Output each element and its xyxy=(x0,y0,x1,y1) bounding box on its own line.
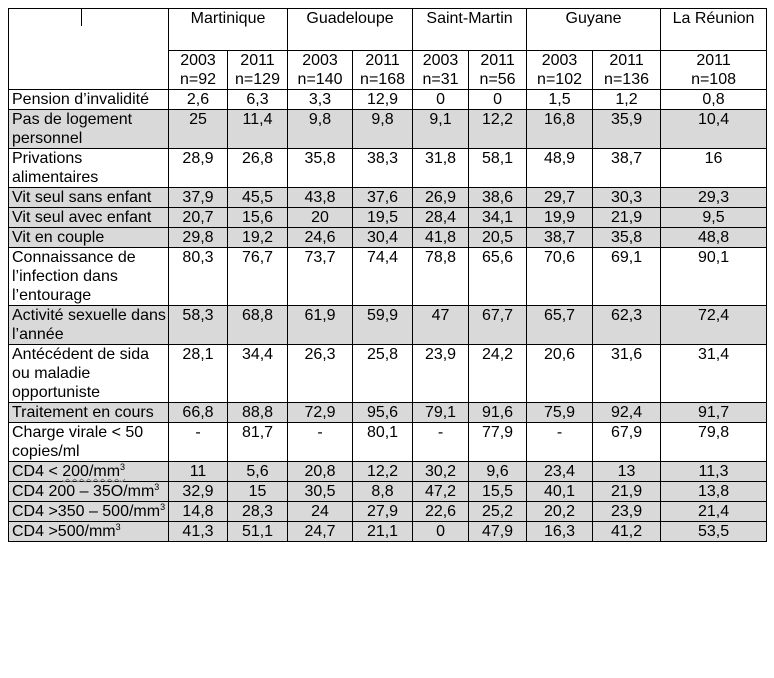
value-cell: 66,8 xyxy=(169,403,228,423)
table-row xyxy=(9,149,767,188)
value-cell: 70,6 xyxy=(527,248,593,306)
value-cell: 38,7 xyxy=(527,228,593,248)
value-cell: 9,8 xyxy=(288,110,353,149)
table-row xyxy=(9,502,767,522)
region-header: Guadeloupe xyxy=(288,9,413,51)
value-cell: 16 xyxy=(661,149,767,188)
value-cell: 21,9 xyxy=(593,208,661,228)
value-cell: 29,3 xyxy=(661,188,767,208)
value-cell: 79,1 xyxy=(413,403,469,423)
value-cell: 35,8 xyxy=(593,228,661,248)
value-cell: 15 xyxy=(228,482,288,502)
year-header xyxy=(228,50,288,90)
row-label xyxy=(9,90,169,110)
value-cell: 81,7 xyxy=(228,423,288,462)
header-region-row xyxy=(9,9,767,51)
value-cell: 91,6 xyxy=(469,403,527,423)
year-header xyxy=(593,50,661,90)
value-cell: 13,8 xyxy=(661,482,767,502)
value-cell: 45,5 xyxy=(228,188,288,208)
year-header xyxy=(413,50,469,90)
value-cell: 69,1 xyxy=(593,248,661,306)
value-cell: 9,1 xyxy=(413,110,469,149)
value-cell: 5,6 xyxy=(228,462,288,482)
value-cell: 29,7 xyxy=(527,188,593,208)
sample-size: n=129 xyxy=(235,70,280,88)
sample-size: n=168 xyxy=(360,70,405,88)
row-label xyxy=(9,248,169,306)
row-label-text: Antécédent de sida ou maladie opportuniste xyxy=(12,346,149,401)
value-cell: 48,9 xyxy=(527,149,593,188)
value-cell: 74,4 xyxy=(353,248,413,306)
year-label: 2011 xyxy=(240,51,275,69)
row-label xyxy=(9,403,169,423)
value-cell: 9,5 xyxy=(661,208,767,228)
row-label xyxy=(9,482,169,502)
value-cell: 59,9 xyxy=(353,306,413,345)
table-row xyxy=(9,462,767,482)
value-cell: 38,3 xyxy=(353,149,413,188)
superscript: 3 xyxy=(160,502,166,512)
value-cell: 34,4 xyxy=(228,345,288,403)
value-cell: 0,8 xyxy=(661,90,767,110)
value-cell: 34,1 xyxy=(469,208,527,228)
value-cell: 12,9 xyxy=(353,90,413,110)
value-cell: 28,9 xyxy=(169,149,228,188)
value-cell: 20,5 xyxy=(469,228,527,248)
value-cell: 58,1 xyxy=(469,149,527,188)
text-cursor xyxy=(81,9,82,26)
table-row xyxy=(9,403,767,423)
value-cell: 43,8 xyxy=(288,188,353,208)
row-label-text: Vit seul sans enfant xyxy=(12,189,152,206)
table-row xyxy=(9,306,767,345)
year-header xyxy=(469,50,527,90)
value-cell: 11,3 xyxy=(661,462,767,482)
year-header xyxy=(527,50,593,90)
value-cell: 27,9 xyxy=(353,502,413,522)
row-label xyxy=(9,149,169,188)
value-cell: 20,6 xyxy=(527,345,593,403)
table-row xyxy=(9,522,767,542)
sample-size: n=92 xyxy=(179,70,217,88)
region-header: La Réunion xyxy=(661,9,767,51)
row-label xyxy=(9,208,169,228)
value-cell: 25,8 xyxy=(353,345,413,403)
value-cell: 72,9 xyxy=(288,403,353,423)
value-cell: 40,1 xyxy=(527,482,593,502)
value-cell: 14,8 xyxy=(169,502,228,522)
value-cell: - xyxy=(288,423,353,462)
value-cell: 92,4 xyxy=(593,403,661,423)
value-cell: 0 xyxy=(469,90,527,110)
table-body xyxy=(9,90,767,542)
value-cell: 16,3 xyxy=(527,522,593,542)
value-cell: 28,3 xyxy=(228,502,288,522)
table-row xyxy=(9,482,767,502)
value-cell: 9,8 xyxy=(353,110,413,149)
spellcheck-underline: $200/mm^3$ xyxy=(62,462,126,480)
value-cell: 35,8 xyxy=(288,149,353,188)
row-label xyxy=(9,345,169,403)
superscript: 3 xyxy=(120,462,126,472)
value-cell: 30,3 xyxy=(593,188,661,208)
row-label xyxy=(9,502,169,522)
row-label-text: CD4 200 – 35O/mm xyxy=(12,483,155,500)
table-row xyxy=(9,110,767,149)
value-cell: 10,4 xyxy=(661,110,767,149)
value-cell: 20,8 xyxy=(288,462,353,482)
value-cell: 15,5 xyxy=(469,482,527,502)
value-cell: 30,4 xyxy=(353,228,413,248)
value-cell: 25 xyxy=(169,110,228,149)
value-cell: 80,3 xyxy=(169,248,228,306)
sample-size: n=140 xyxy=(297,70,343,88)
year-label: 2003 xyxy=(541,51,578,69)
value-cell: 24 xyxy=(288,502,353,522)
value-cell: 23,9 xyxy=(593,502,661,522)
value-cell: 31,6 xyxy=(593,345,661,403)
value-cell: 20,2 xyxy=(527,502,593,522)
row-label-text: Traitement en cours xyxy=(12,404,154,421)
value-cell: 21,1 xyxy=(353,522,413,542)
value-cell: 20,7 xyxy=(169,208,228,228)
value-cell: 62,3 xyxy=(593,306,661,345)
value-cell: 24,6 xyxy=(288,228,353,248)
value-cell: 6,3 xyxy=(228,90,288,110)
value-cell: 28,1 xyxy=(169,345,228,403)
value-cell: - xyxy=(527,423,593,462)
value-cell: 35,9 xyxy=(593,110,661,149)
value-cell: 19,9 xyxy=(527,208,593,228)
row-label-text: CD4 >350 – 500/mm xyxy=(12,503,161,520)
value-cell: 67,9 xyxy=(593,423,661,462)
table-row xyxy=(9,188,767,208)
row-label-text: Vit en couple xyxy=(12,229,105,246)
row-label xyxy=(9,306,169,345)
row-label-text: Vit seul avec enfant xyxy=(12,209,152,226)
value-cell: 31,8 xyxy=(413,149,469,188)
region-header: Martinique xyxy=(169,9,288,51)
row-label-text: Activité sexuelle dans l’année xyxy=(12,307,166,343)
row-label-text: Privations alimentaires xyxy=(12,150,99,186)
superscript: 3 xyxy=(115,522,121,532)
sample-size: n=56 xyxy=(479,70,516,88)
value-cell: 58,3 xyxy=(169,306,228,345)
value-cell: 72,4 xyxy=(661,306,767,345)
value-cell: 1,2 xyxy=(593,90,661,110)
value-cell: 90,1 xyxy=(661,248,767,306)
row-label xyxy=(9,188,169,208)
table-row xyxy=(9,248,767,306)
value-cell: 51,1 xyxy=(228,522,288,542)
superscript: 3 xyxy=(154,482,160,492)
value-cell: 78,8 xyxy=(413,248,469,306)
row-label-text: Connaissance de l’infection dans l’entourage xyxy=(12,249,136,304)
year-label: 2011 xyxy=(365,51,400,69)
value-cell: 47 xyxy=(413,306,469,345)
value-cell: 0 xyxy=(413,90,469,110)
year-label: 2011 xyxy=(609,51,644,69)
value-cell: 1,5 xyxy=(527,90,593,110)
value-cell: 37,9 xyxy=(169,188,228,208)
value-cell: 75,9 xyxy=(527,403,593,423)
row-label xyxy=(9,110,169,149)
value-cell: 32,9 xyxy=(169,482,228,502)
data-table xyxy=(8,8,767,542)
value-cell: 73,7 xyxy=(288,248,353,306)
value-cell: 41,3 xyxy=(169,522,228,542)
sample-size: n=108 xyxy=(691,70,736,88)
value-cell: 21,9 xyxy=(593,482,661,502)
value-cell: 25,2 xyxy=(469,502,527,522)
value-cell: 19,5 xyxy=(353,208,413,228)
value-cell: 26,9 xyxy=(413,188,469,208)
value-cell: 0 xyxy=(413,522,469,542)
value-cell: - xyxy=(169,423,228,462)
row-label xyxy=(9,522,169,542)
value-cell: 61,9 xyxy=(288,306,353,345)
table-row xyxy=(9,423,767,462)
row-label-text: Pension d’invalidité xyxy=(12,91,149,108)
year-label: 2011 xyxy=(696,51,731,69)
value-cell: 19,2 xyxy=(228,228,288,248)
value-cell: 65,6 xyxy=(469,248,527,306)
value-cell: 38,6 xyxy=(469,188,527,208)
value-cell: 12,2 xyxy=(353,462,413,482)
row-label xyxy=(9,228,169,248)
value-cell: 24,7 xyxy=(288,522,353,542)
value-cell: 31,4 xyxy=(661,345,767,403)
row-label-text: CD4 < xyxy=(12,463,63,480)
value-cell: 37,6 xyxy=(353,188,413,208)
value-cell: 26,8 xyxy=(228,149,288,188)
value-cell: 65,7 xyxy=(527,306,593,345)
year-label: 2003 xyxy=(180,51,216,69)
value-cell: 77,9 xyxy=(469,423,527,462)
value-cell: 3,3 xyxy=(288,90,353,110)
value-cell: 29,8 xyxy=(169,228,228,248)
value-cell: 28,4 xyxy=(413,208,469,228)
value-cell: 13 xyxy=(593,462,661,482)
year-header xyxy=(661,50,767,90)
value-cell: 30,2 xyxy=(413,462,469,482)
value-cell: 2,6 xyxy=(169,90,228,110)
row-label-text: CD4 >500/mm xyxy=(12,523,116,540)
row-label-text: Pas de logement personnel xyxy=(12,111,133,147)
table-row xyxy=(9,345,767,403)
value-cell: 47,2 xyxy=(413,482,469,502)
value-cell: 26,3 xyxy=(288,345,353,403)
value-cell: 48,8 xyxy=(661,228,767,248)
region-header: Guyane xyxy=(527,9,661,51)
value-cell: 91,7 xyxy=(661,403,767,423)
value-cell: 15,6 xyxy=(228,208,288,228)
value-cell: 24,2 xyxy=(469,345,527,403)
table-row xyxy=(9,228,767,248)
value-cell: 95,6 xyxy=(353,403,413,423)
value-cell: 76,7 xyxy=(228,248,288,306)
row-label xyxy=(9,423,169,462)
row-label-text: Charge virale < 50 copies/ml xyxy=(12,424,144,460)
sample-size: n=136 xyxy=(604,70,649,88)
year-label: 2011 xyxy=(480,51,515,69)
year-header xyxy=(353,50,413,90)
table-row xyxy=(9,208,767,228)
value-cell: 12,2 xyxy=(469,110,527,149)
value-cell: 11 xyxy=(169,462,228,482)
year-header xyxy=(169,50,228,90)
sample-size: n=31 xyxy=(422,70,459,88)
value-cell: 23,4 xyxy=(527,462,593,482)
value-cell: - xyxy=(413,423,469,462)
value-cell: 21,4 xyxy=(661,502,767,522)
value-cell: 9,6 xyxy=(469,462,527,482)
value-cell: 38,7 xyxy=(593,149,661,188)
value-cell: 41,2 xyxy=(593,522,661,542)
value-cell: 30,5 xyxy=(288,482,353,502)
value-cell: 68,8 xyxy=(228,306,288,345)
sample-size: n=102 xyxy=(537,70,582,88)
region-header: Saint-Martin xyxy=(413,9,527,51)
year-label: 2003 xyxy=(422,51,459,69)
value-cell: 22,6 xyxy=(413,502,469,522)
value-cell: 47,9 xyxy=(469,522,527,542)
value-cell: 8,8 xyxy=(353,482,413,502)
value-cell: 88,8 xyxy=(228,403,288,423)
table-row xyxy=(9,90,767,110)
value-cell: 67,7 xyxy=(469,306,527,345)
row-label xyxy=(9,462,169,482)
value-cell: 41,8 xyxy=(413,228,469,248)
value-cell: 11,4 xyxy=(228,110,288,149)
value-cell: 23,9 xyxy=(413,345,469,403)
value-cell: 20 xyxy=(288,208,353,228)
year-label: 2003 xyxy=(302,51,338,69)
value-cell: 79,8 xyxy=(661,423,767,462)
year-header xyxy=(288,50,353,90)
value-cell: 16,8 xyxy=(527,110,593,149)
value-cell: 53,5 xyxy=(661,522,767,542)
corner-cell xyxy=(9,9,169,90)
value-cell: 80,1 xyxy=(353,423,413,462)
